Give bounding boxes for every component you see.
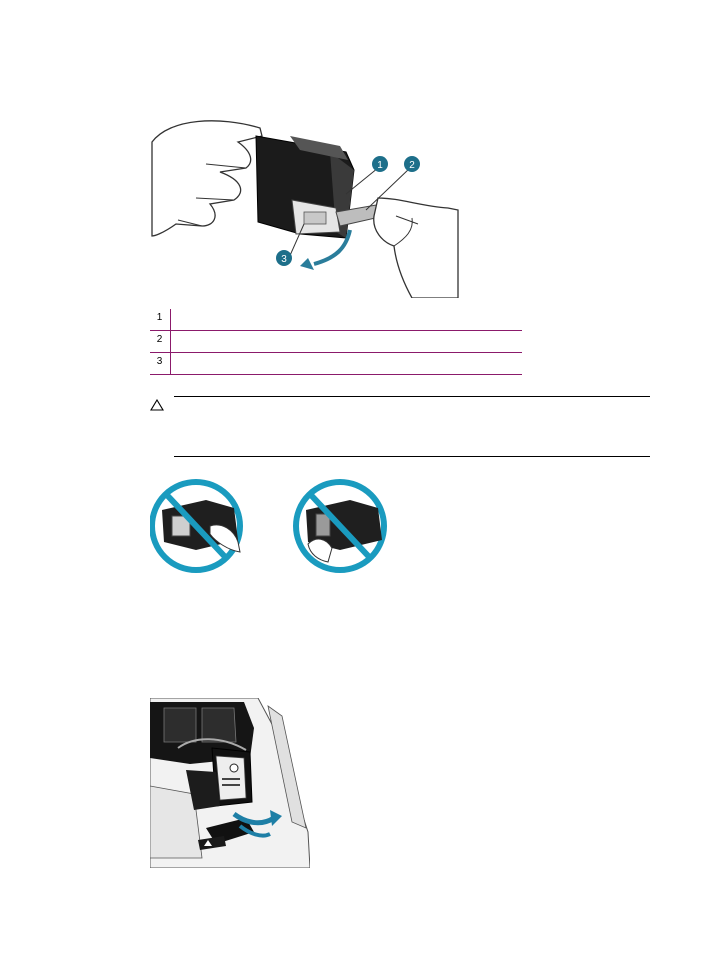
callout-number: 2 xyxy=(156,334,163,345)
callout-row xyxy=(150,353,522,375)
svg-text:2: 2 xyxy=(409,160,415,171)
callout-number: 1 xyxy=(156,312,163,323)
callout-badge-1 xyxy=(372,156,388,172)
printer-carriage-illustration xyxy=(150,698,310,868)
callout-table xyxy=(150,309,522,375)
callout-badge-3 xyxy=(276,250,292,266)
callout-number: 3 xyxy=(156,356,163,367)
do-not-touch-illustrations xyxy=(150,478,390,580)
no-touch-nozzles-icon xyxy=(296,482,384,570)
caution-bottom-rule xyxy=(174,456,650,457)
callout-badge-2 xyxy=(404,156,420,172)
svg-text:1: 1 xyxy=(377,160,383,171)
caution-triangle-icon xyxy=(150,399,164,411)
cartridge-tape-removal-illustration xyxy=(150,112,460,298)
callout-row xyxy=(150,331,522,353)
callout-row xyxy=(150,309,522,331)
caution-note xyxy=(150,396,650,458)
caution-top-rule xyxy=(174,396,650,397)
no-touch-contacts-icon xyxy=(152,482,240,570)
svg-text:3: 3 xyxy=(281,254,287,265)
